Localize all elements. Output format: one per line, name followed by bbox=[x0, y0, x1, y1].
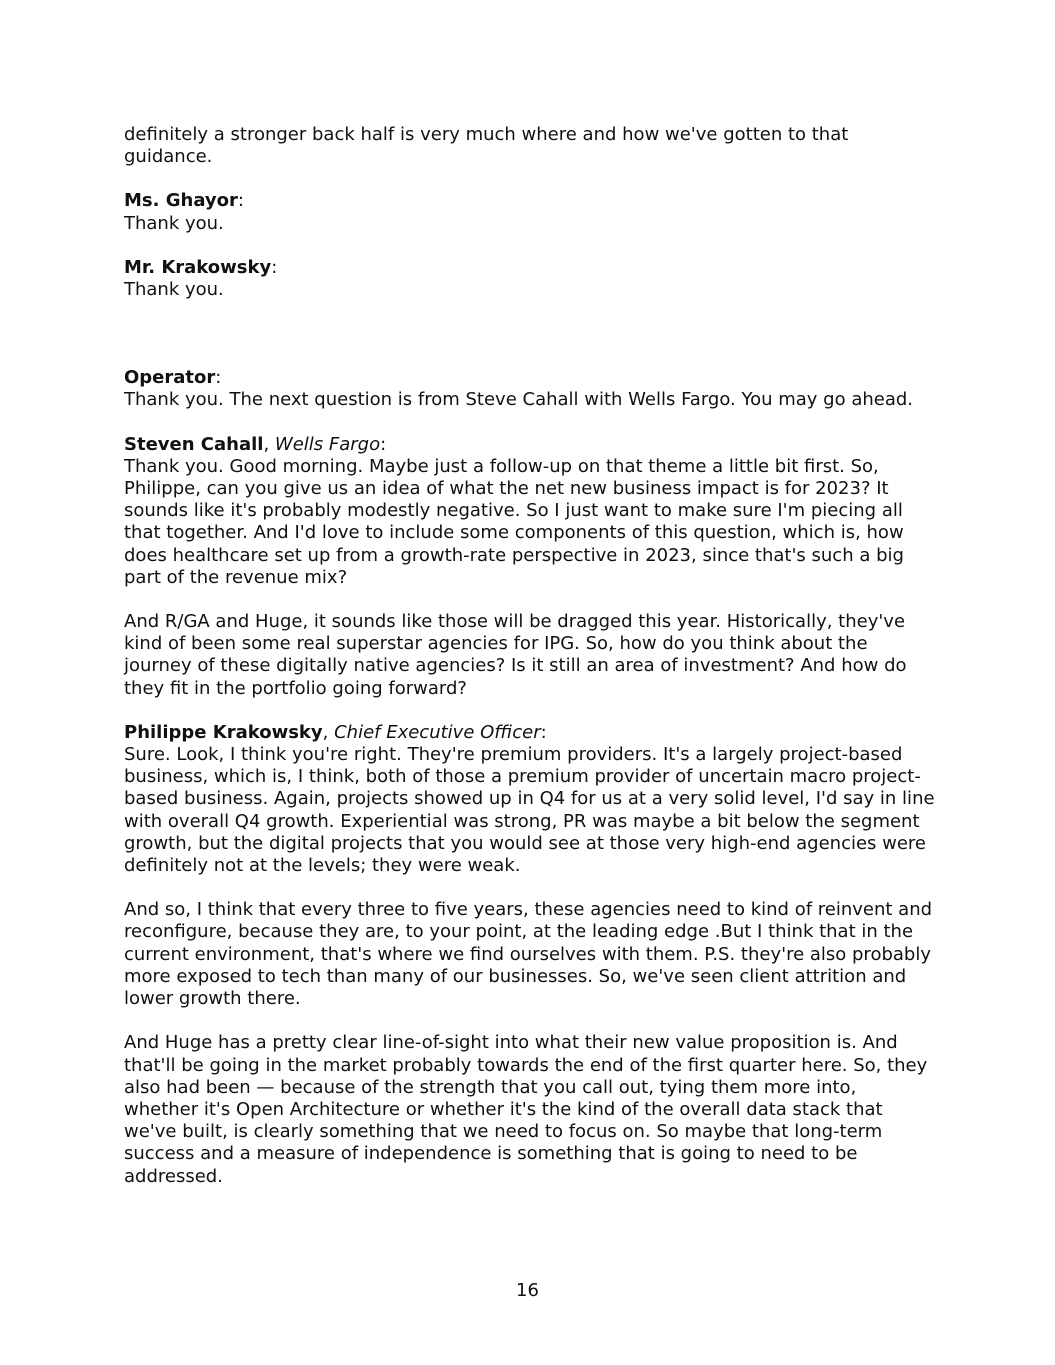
speech-paragraph: Thank you. bbox=[124, 212, 224, 234]
speech-paragraph: Thank you. Good morning. Maybe just a follow-up on that theme a little bit first. So, Philippe, can you give us an idea of what the net new business impact is for 2023? It sounds like it's probably modestly negative. So I just want to make sure I'm piecing all that together. And I'd love to include some components of this question, which is, how does healthcare set up from a growth-rate perspective in 2023, since that's such a big part of the revenue mix? bbox=[124, 455, 904, 588]
speech-paragraph: Thank you. The next question is from Steve Cahall with Wells Fargo. You may go ahead. bbox=[124, 389, 914, 411]
speech-paragraph: Thank you. bbox=[124, 279, 224, 301]
speaker-name: Ms. Ghayor bbox=[124, 190, 238, 212]
speaker-line: Operator: bbox=[124, 367, 222, 389]
transcript-page bbox=[124, 124, 936, 1188]
speaker-block-cahall bbox=[124, 434, 936, 700]
speaker-block-operator bbox=[124, 367, 936, 411]
speech-paragraph: And Huge has a pretty clear line-of-sight into what their new value proposition is. And that'll be going in the market probably towards the end of the first quarter here. So, they also had been — because of the strength that you call out, tying them more into, whether it's Open Architecture or whether it's the kind of the overall data stack that we've built, is clearly something that we need to focus on. So maybe that long-term success and a measure of independence is something that is going to need to be addressed. bbox=[124, 1032, 928, 1187]
speaker-block-philippe-krakowsky bbox=[124, 722, 936, 1188]
speaker-affiliation: Wells Fargo bbox=[274, 433, 381, 455]
speaker-block-ghayor bbox=[124, 190, 936, 234]
speaker-name: Operator bbox=[124, 367, 216, 389]
speaker-line: Mr. Krakowsky: bbox=[124, 256, 278, 278]
speech-paragraph: And so, I think that every three to five years, these agencies need to kind of reinvent and reconfigure, because they are, to your point, at the leading edge .But I think that in the current environment, that's where we find ourselves with them. P.S. they're also probably more exposed to tech than many of our businesses. So, we've seen client attrition and lower growth there. bbox=[124, 899, 933, 1010]
speaker-block-krakowsky bbox=[124, 257, 936, 301]
speaker-line: Philippe Krakowsky, Chief Executive Officer: bbox=[124, 721, 547, 743]
speech-paragraph: Sure. Look, I think you're right. They're premium providers. It's a largely project-based business, which is, I think, both of those a premium provider of uncertain macro project-based business. Again, projects showed up in Q4 for us at a very solid level, I'd say in line with overall Q4 growth. Experiential was strong, PR was maybe a bit below the segment growth, but the digital projects that you would see at those very high-end agencies were definitely not at the levels; they were weak. bbox=[124, 744, 935, 877]
speaker-line: Steven Cahall, Wells Fargo: bbox=[124, 433, 387, 455]
page-number: 16 bbox=[516, 1280, 539, 1301]
speaker-name: Steven Cahall bbox=[124, 433, 264, 455]
speaker-name: Mr. Krakowsky bbox=[124, 256, 272, 278]
speaker-name: Philippe Krakowsky bbox=[124, 721, 323, 743]
speaker-affiliation: Chief Executive Officer bbox=[334, 721, 541, 743]
speech-paragraph: And R/GA and Huge, it sounds like those will be dragged this year. Historically, they've kind of been some real superstar agencies for IPG. So, how do you think about the journey of these digitally native agencies? Is it still an area of investment? And how do they fit in the portfolio going forward? bbox=[124, 611, 907, 699]
intro-paragraph: definitely a stronger back half is very much where and how we've gotten to that guidance. bbox=[124, 124, 849, 168]
speaker-line: Ms. Ghayor: bbox=[124, 190, 244, 212]
